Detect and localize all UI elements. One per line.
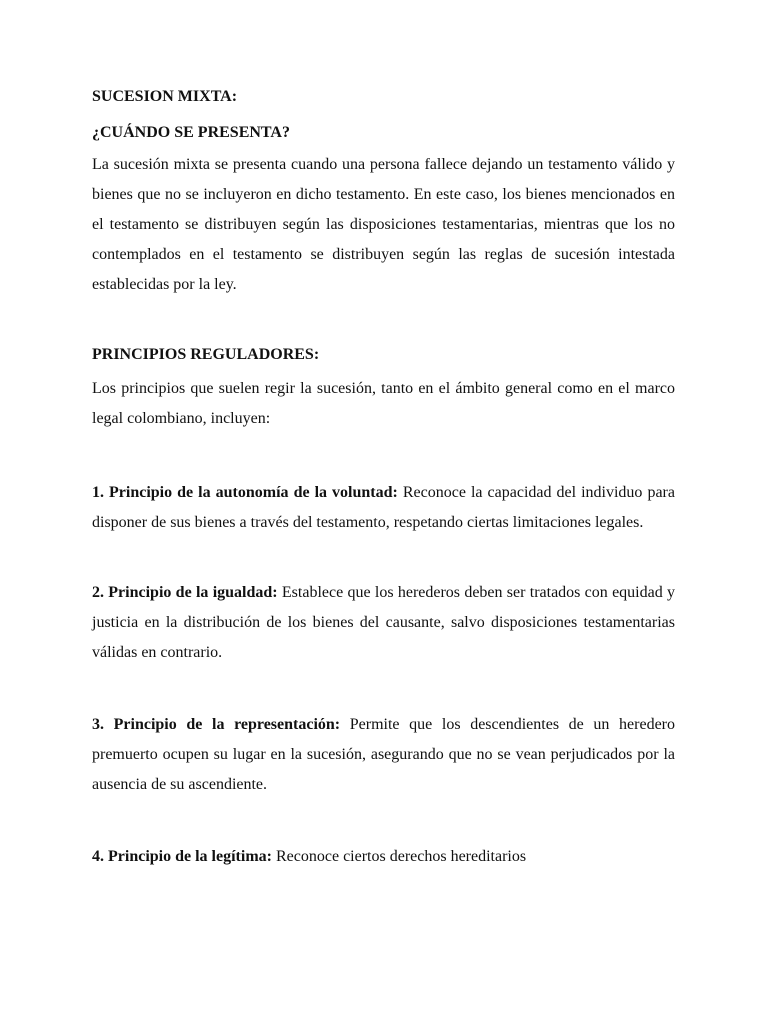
principios-intro-paragraph: Los principios que suelen regir la sucesión, tanto en el ámbito general como en el marco legal colombiano, incluyen: — [92, 380, 675, 427]
principle-item — [92, 478, 675, 538]
heading-principios-reguladores: PRINCIPIOS REGULADORES: — [92, 346, 320, 363]
document-page — [92, 86, 675, 872]
principle-text: Reconoce ciertos derechos hereditarios — [271, 848, 527, 865]
principle-title: 3. Principio de la representación: — [92, 716, 341, 733]
principle-title: 2. Principio de la igualdad: — [92, 584, 278, 601]
principle-item — [92, 578, 675, 668]
intro-paragraph: La sucesión mixta se presenta cuando una persona fallece dejando un testamento válido y bienes que no se incluyeron en dicho testamento. En este caso, los bienes mencionados en el testamento se distribuyen según las disposiciones testamentarias, mientras que los no contemplados en el testamento se distribuyen según las reglas de sucesión intestada establecidas por la ley. — [92, 156, 675, 293]
principle-title: 4. Principio de la legítima: — [92, 848, 272, 865]
principle-text: Permite que los descendientes de un heredero premuerto ocupen su lugar en la sucesión, asegurando que no se vean perjudicados por la ausencia de su ascendiente. — [92, 716, 676, 793]
heading-sucesion-mixta: SUCESION MIXTA: — [92, 88, 238, 105]
heading-cuando-se-presenta: ¿CUÁNDO SE PRESENTA? — [92, 124, 290, 141]
principle-text: Establece que los herederos deben ser tratados con equidad y justicia en la distribución de los bienes del causante, salvo disposiciones testamentarias válidas en contrario. — [92, 584, 676, 661]
principle-item — [92, 842, 675, 872]
principle-title: 1. Principio de la autonomía de la voluntad: — [92, 484, 398, 501]
principle-item — [92, 710, 675, 800]
principle-text: Reconoce la capacidad del individuo para disponer de sus bienes a través del testamento, respetando ciertas limitaciones legales. — [92, 484, 675, 531]
